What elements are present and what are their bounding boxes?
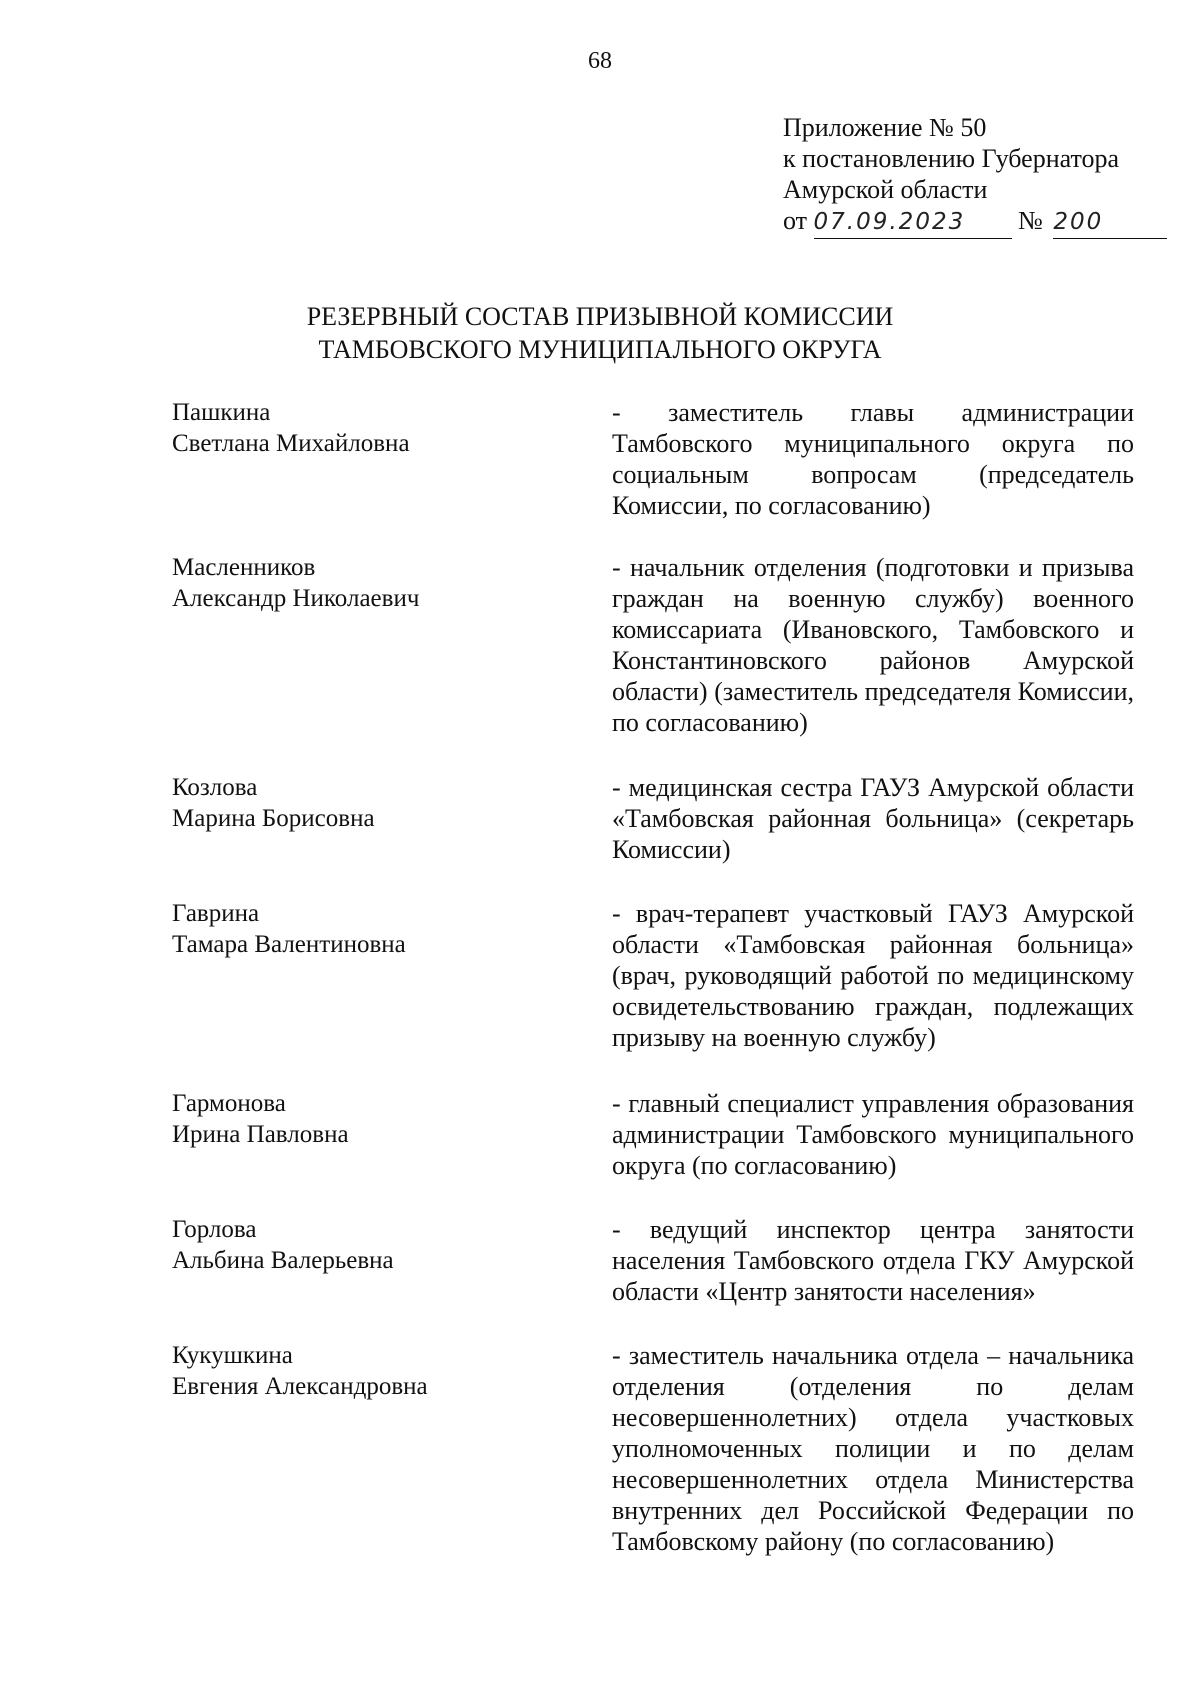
member-surname: Пашкина [172, 399, 271, 426]
member-name [172, 397, 592, 459]
title-line-2: ТАМБОВСКОГО МУНИЦИПАЛЬНОГО ОКРУГА [318, 335, 882, 364]
member-entry [0, 1340, 1200, 1570]
member-surname: Козлова [172, 774, 258, 801]
member-given-name: Тамара Валентиновна [172, 931, 406, 958]
handwritten-number: 200 [1053, 205, 1167, 239]
member-given-name: Евгения Александровна [172, 1373, 428, 1400]
member-surname: Гармонова [172, 1090, 286, 1117]
page-number: 68 [588, 48, 612, 74]
member-list [0, 397, 1200, 1570]
appendix-block [783, 112, 1143, 239]
appendix-date-line [783, 205, 1143, 239]
member-name [172, 1340, 592, 1402]
member-entry [0, 397, 1200, 552]
date-prefix: от [783, 206, 808, 235]
member-surname: Горлова [172, 1216, 257, 1243]
member-role: - начальник отделения (подготовки и призыва граждан на военную службу) военного комиссариата (Ивановского, Тамбовского и Константиновского районов Амурской области) (заместитель председателя Комиссии, по согласованию) [612, 553, 1134, 737]
member-entry [0, 1088, 1200, 1214]
appendix-number: Приложение № 50 [783, 113, 987, 142]
member-surname: Гаврина [172, 900, 260, 927]
member-entry [0, 898, 1200, 1088]
member-surname: Кукушкина [172, 1342, 293, 1369]
member-role: - заместитель главы администрации Тамбовского муниципального округа по социальным вопросам (председатель Комиссии, по согласованию) [612, 398, 1134, 520]
title-line-1: РЕЗЕРВНЫЙ СОСТАВ ПРИЗЫВНОЙ КОМИССИИ [306, 302, 894, 331]
number-sign: № [1018, 206, 1043, 235]
appendix-region-line: Амурской области [783, 175, 988, 204]
member-entry [0, 1214, 1200, 1340]
appendix-decree-line: к постановлению Губернатора [783, 144, 1120, 173]
member-given-name: Ирина Павловна [172, 1121, 349, 1148]
document-title [0, 300, 1200, 366]
member-surname: Масленников [172, 554, 316, 581]
member-given-name: Александр Николаевич [172, 585, 420, 612]
member-name [172, 1088, 592, 1150]
member-name [172, 772, 592, 834]
member-name [172, 552, 592, 614]
member-name [172, 1214, 592, 1276]
member-role: - ведущий инспектор центра занятости населения Тамбовского отдела ГКУ Амурской области «Центр занятости населения» [612, 1215, 1134, 1306]
member-entry [0, 772, 1200, 898]
member-entry [0, 552, 1200, 772]
member-role: - главный специалист управления образования администрации Тамбовского муниципального округа (по согласованию) [612, 1089, 1134, 1180]
member-role: - заместитель начальника отдела – начальника отделения (отделения по делам несовершеннолетних) отдела участковых уполномоченных полиции и по делам несовершеннолетних отдела Министерства внутренних дел Российской Федерации по Тамбовскому району (по согласованию) [612, 1341, 1134, 1556]
member-name [172, 898, 592, 960]
member-given-name: Марина Борисовна [172, 805, 375, 832]
member-given-name: Светлана Михайловна [172, 430, 410, 457]
member-given-name: Альбина Валерьевна [172, 1247, 394, 1274]
handwritten-date: 07.09.2023 [814, 205, 1012, 239]
member-role: - медицинская сестра ГАУЗ Амурской области «Тамбовская районная больница» (секретарь Комиссии) [612, 773, 1134, 864]
member-role: - врач-терапевт участковый ГАУЗ Амурской области «Тамбовская районная больница» (врач, руководящий работой по медицинскому освидетельствованию граждан, подлежащих призыву на военную службу) [612, 899, 1134, 1052]
